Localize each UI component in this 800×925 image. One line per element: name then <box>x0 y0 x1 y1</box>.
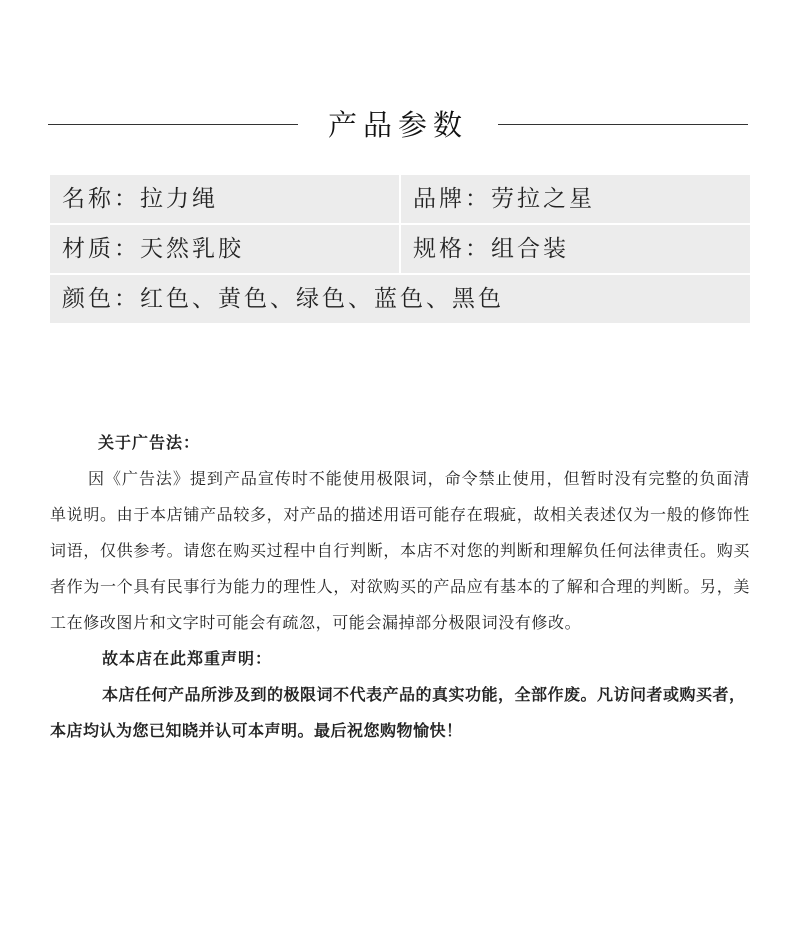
param-color: 颜色：红色、黄色、绿色、蓝色、黑色 <box>50 275 750 323</box>
divider-line-left <box>48 124 298 125</box>
param-spec: 规格：组合装 <box>401 225 750 273</box>
param-brand: 品牌：劳拉之星 <box>401 175 750 223</box>
statement-heading: 故本店在此郑重声明： <box>102 649 273 668</box>
notice-heading: 关于广告法： <box>98 433 201 452</box>
product-params-table <box>50 175 750 325</box>
param-material: 材质：天然乳胶 <box>50 225 399 273</box>
param-name: 名称：拉力绳 <box>50 175 399 223</box>
divider-line-right <box>498 124 748 125</box>
params-row <box>50 275 750 323</box>
section-title: 产品参数 <box>327 108 468 142</box>
notice-body: 因《广告法》提到产品宣传时不能使用极限词，命令禁止使用，但暂时没有完整的负面清单说明。由于本店铺产品较多，对产品的描述用语可能存在瑕疵，故相关表述仅为一般的修饰性词语，仅供参考。请您在购买过程中自行判断，本店不对您的判断和理解负任何法律责任。购买者作为一个具有民事行为能力的理性人，对欲购买的产品应有基本的了解和合理的判断。另，美工在修改图片和文字时可能会有疏忽，可能会漏掉部分极限词没有修改。 <box>50 469 750 632</box>
statement-body: 本店任何产品所涉及到的极限词不代表产品的真实功能，全部作废。凡访问者或购买者，本店均认为您已知晓并认可本声明。最后祝您购物愉快！ <box>50 685 746 740</box>
params-row <box>50 225 750 273</box>
section-header <box>48 104 748 146</box>
ad-law-notice <box>50 425 750 749</box>
params-row <box>50 175 750 223</box>
